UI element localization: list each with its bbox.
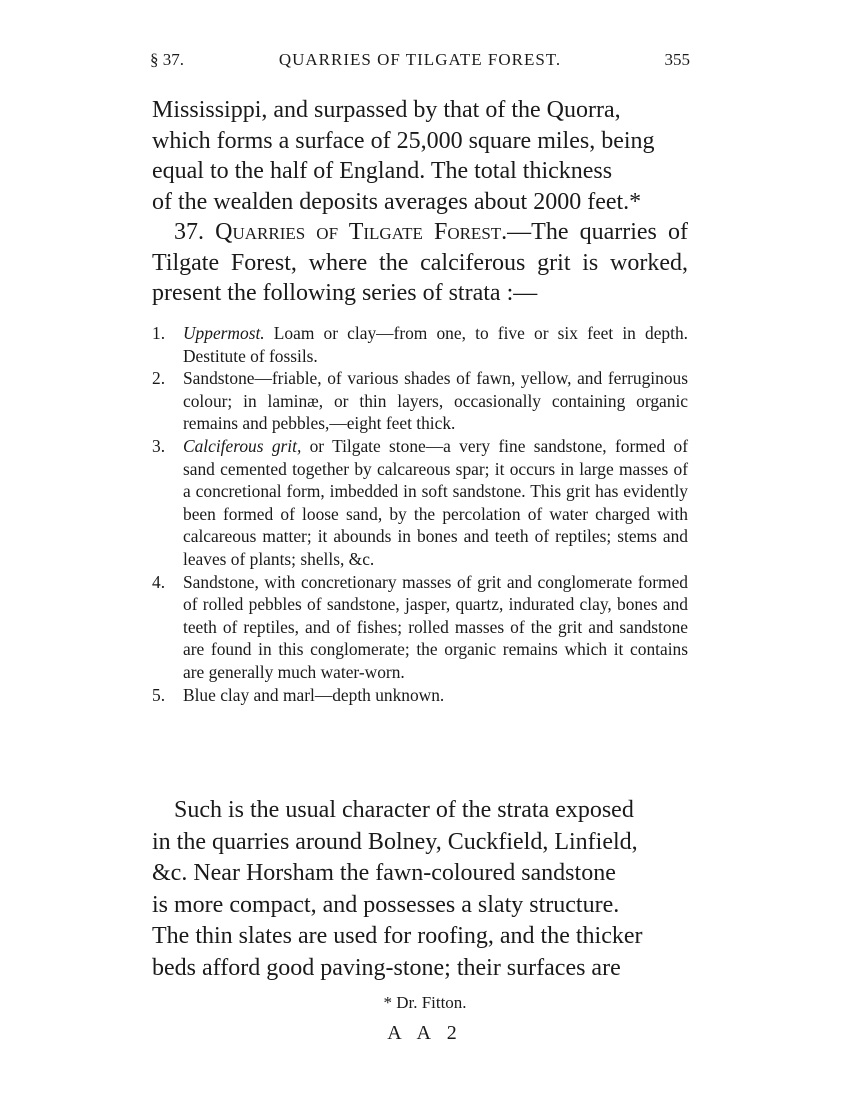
strata-number: 1. xyxy=(152,323,166,343)
text-line: equal to the half of England. The total thickness xyxy=(152,158,613,184)
strata-number: 3. xyxy=(152,435,166,456)
strata-number: 2. xyxy=(152,368,166,389)
strata-text: Sandstone—friable, of various shades of fawn, yellow, and ferruginous colour; in laminæ, or thin layers, occasionally containing organic remains and pebbles,—eight feet thick. xyxy=(183,368,688,434)
text-line: The thin slates are used for roofing, and the thicker xyxy=(152,923,643,949)
strata-item xyxy=(152,571,688,684)
header-title: QUARRIES OF TILGATE FOREST. xyxy=(278,50,562,69)
strata-italic: Uppermost. xyxy=(183,323,265,343)
text-line: &c. Near Horsham the fawn-coloured sandstone xyxy=(152,860,616,886)
text-line: is more compact, and possesses a slaty structure. xyxy=(152,891,620,918)
strata-text: or Tilgate stone—a very fine sandstone, formed of sand cemented together by calcareous spar; it occurs in large masses of a concretional form, imbedded in soft sandstone. This grit has evidently been formed of loose sand, by the percolation of water charged with calcareous matter; it abounds in bones and teeth of reptiles; stems and leaves of plants; shells, &c. xyxy=(183,435,688,569)
paragraph-closing xyxy=(152,795,688,984)
text-line: Mississippi, and surpassed by that of the Quorra, xyxy=(152,97,621,123)
strata-text: Blue clay and marl—depth unknown. xyxy=(183,684,445,705)
text-line: which forms a surface of 25,000 square miles, being xyxy=(152,127,655,154)
strata-list xyxy=(152,322,688,706)
section-heading: Quarries of Tilgate Forest. xyxy=(215,219,508,245)
strata-text: Sandstone, with concretionary masses of grit and conglomerate formed of rolled pebbles of sandstone, jasper, quartz, indurated clay, bones and teeth of reptiles, and of fishes; rolled masses of the grit and sandstone are found in this conglomerate; the organic remains which it contains are generally much water-worn. xyxy=(183,571,688,682)
text-line: of the wealden deposits averages about 2000 feet.* xyxy=(152,188,642,215)
section-text: —The quarries of Tilgate Forest, where the calciferous grit is worked, present the following series of strata :— xyxy=(152,219,689,306)
footnote: * Dr. Fitton. xyxy=(383,993,467,1012)
strata-item xyxy=(152,684,688,707)
page-number: 355 xyxy=(664,50,690,69)
running-header xyxy=(150,50,690,80)
strata-item xyxy=(152,435,688,571)
strata-number: 5. xyxy=(152,684,166,705)
paragraph-opening xyxy=(152,95,688,309)
strata-italic: Calciferous grit, xyxy=(183,435,302,456)
strata-item xyxy=(152,322,688,367)
text-line: Such is the usual character of the strata exposed xyxy=(174,797,634,823)
signature-mark: A A 2 xyxy=(387,1022,463,1044)
strata-text: Loam or clay—from one, to five or six feet in depth. Destitute of fossils. xyxy=(183,323,688,366)
section-paragraph xyxy=(152,217,688,309)
text-line: in the quarries around Bolney, Cuckfield, Linfield, xyxy=(152,828,638,855)
text-line: beds afford good paving-stone; their surfaces are xyxy=(152,954,621,981)
header-section-mark: § 37. xyxy=(150,50,184,69)
section-number: 37. xyxy=(174,219,204,245)
strata-item xyxy=(152,367,688,435)
strata-number: 4. xyxy=(152,571,166,592)
